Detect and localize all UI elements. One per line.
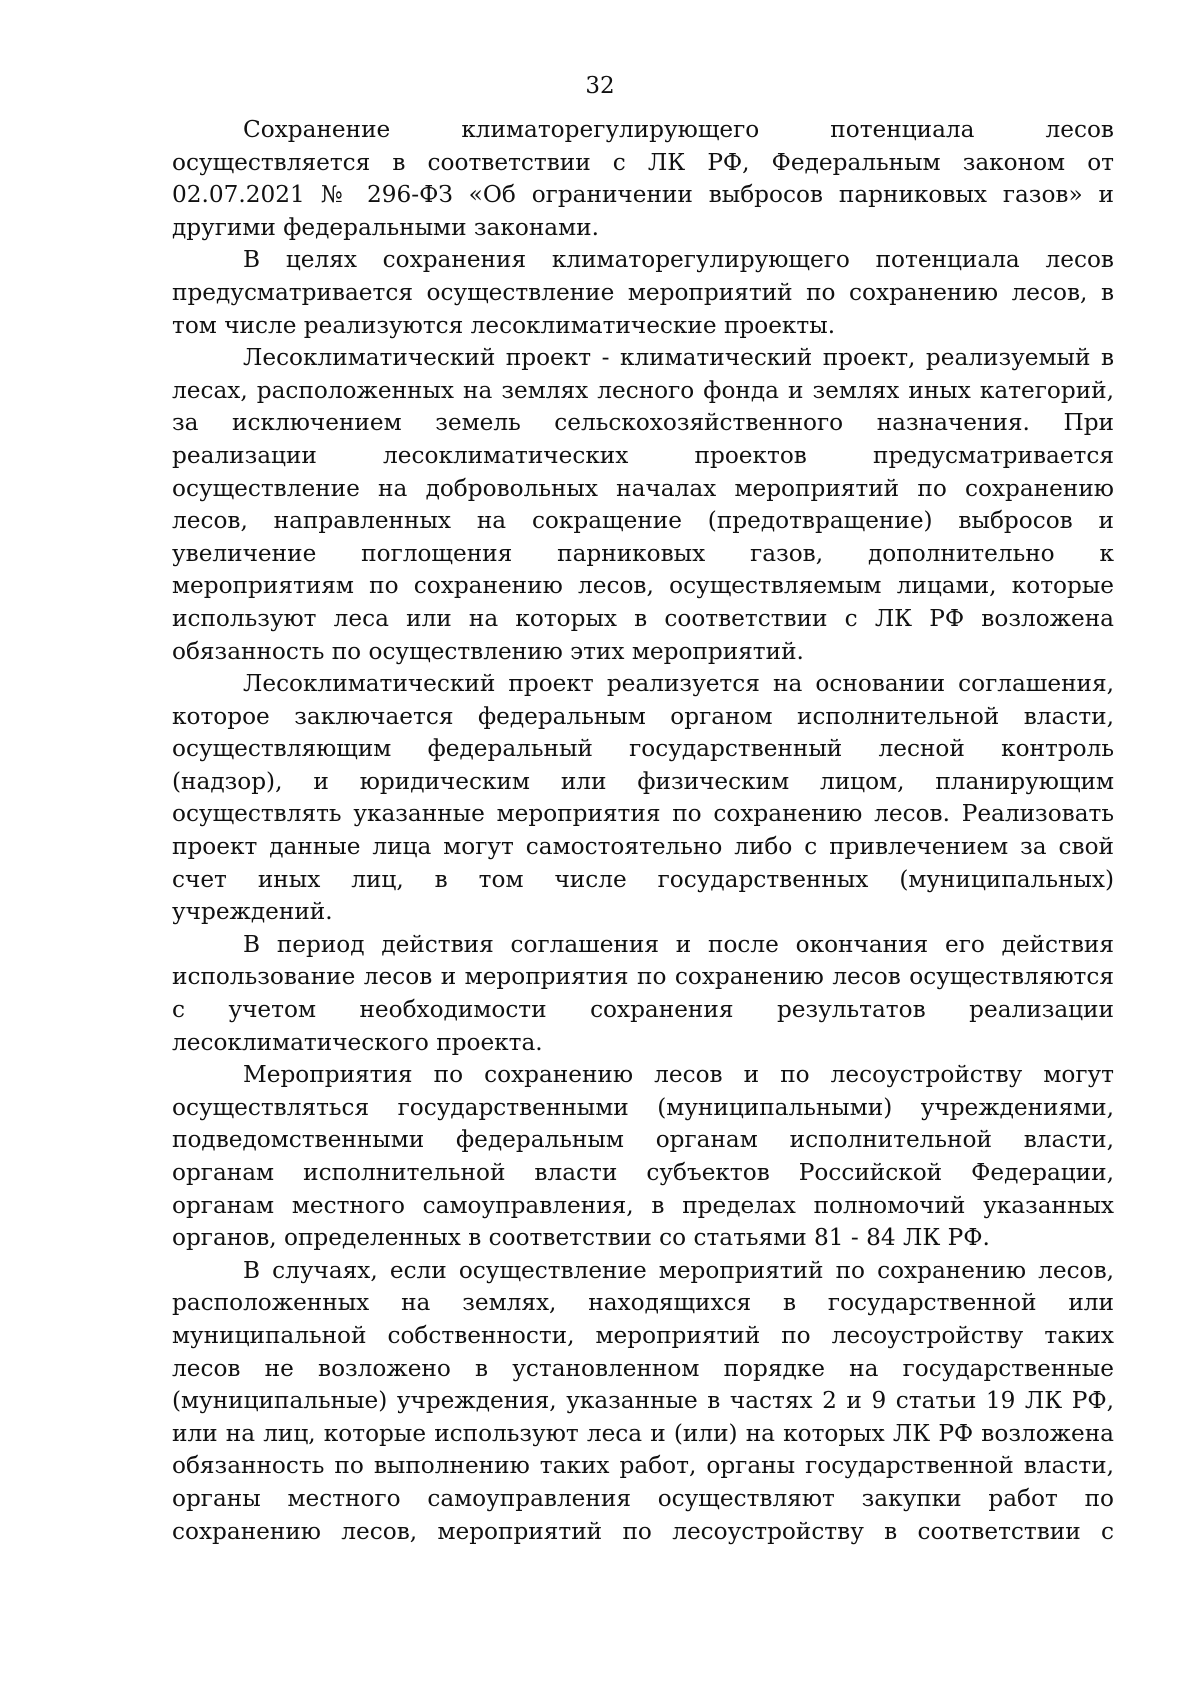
document-body — [172, 114, 1114, 1548]
paragraph-preservation-goals: В целях сохранения климаторегулирующего потенциала лесов предусматривается осуществление мероприятий по сохранению лесов, в том числе реализуются лесоклиматические проекты. — [172, 246, 1114, 339]
paragraph-agreement-period: В период действия соглашения и после окончания его действия использование лесов и мероприятия по сохранению лесов осуществляются с учетом необходимости сохранения результатов реализации лесоклиматического проекта. — [172, 930, 1114, 1056]
paragraph-procurement: В случаях, если осуществление мероприятий по сохранению лесов, расположенных на землях, находящихся в государственной или муниципальной собственности, мероприятий по лесоустройству таких лесов не возложено в установленном порядке на государственные (муниципальные) учреждения, указанные в частях 2 и 9 статьи 19 ЛК РФ, или на лиц, которые используют леса и (или) на которых ЛК РФ возложена обязанность по выполнению таких работ, органы государственной власти, органы местного самоуправления осуществляют закупки работ по сохранению лесов, мероприятий по лесоустройству в соответствии с — [172, 1256, 1114, 1545]
paragraph-institutions: Мероприятия по сохранению лесов и по лесоустройству могут осуществляться государственными (муниципальными) учреждениями, подведомственными федеральным органам исполнительной власти, органам исполнительной власти субъектов Российской Федерации, органам местного самоуправления, в пределах полномочий указанных органов, определенных в соответствии со статьями 81 - 84 ЛК РФ. — [172, 1061, 1114, 1252]
page-number: 32 — [585, 73, 615, 99]
paragraph-climate-potential: Сохранение климаторегулирующего потенциала лесов осуществляется в соответствии с ЛК РФ, Федеральным законом от 02.07.2021 № 296-ФЗ «Об ограничении выбросов парниковых газов» и другими федеральными законами. — [172, 116, 1114, 241]
paragraph-forest-climate-project-definition: Лесоклиматический проект - климатический проект, реализуемый в лесах, расположенных на землях лесного фонда и землях иных категорий, за исключением земель сельскохозяйственного назначения. При реализации лесоклиматических проектов предусматривается осуществление на добровольных началах мероприятий по сохранению лесов, направленных на сокращение (предотвращение) выбросов и увеличение поглощения парниковых газов, дополнительно к мероприятиям по сохранению лесов, осуществляемым лицами, которые используют леса или на которых в соответствии с ЛК РФ возложена обязанность по осуществлению этих мероприятий. — [172, 344, 1114, 665]
paragraph-project-agreement: Лесоклиматический проект реализуется на основании соглашения, которое заключается федеральным органом исполнительной власти, осуществляющим федеральный государственный лесной контроль (надзор), и юридическим или физическим лицом, планирующим осуществлять указанные мероприятия по сохранению лесов. Реализовать проект данные лица могут самостоятельно либо с привлечением за свой счет иных лиц, в том числе государственных (муниципальных) учреждений. — [172, 670, 1114, 926]
